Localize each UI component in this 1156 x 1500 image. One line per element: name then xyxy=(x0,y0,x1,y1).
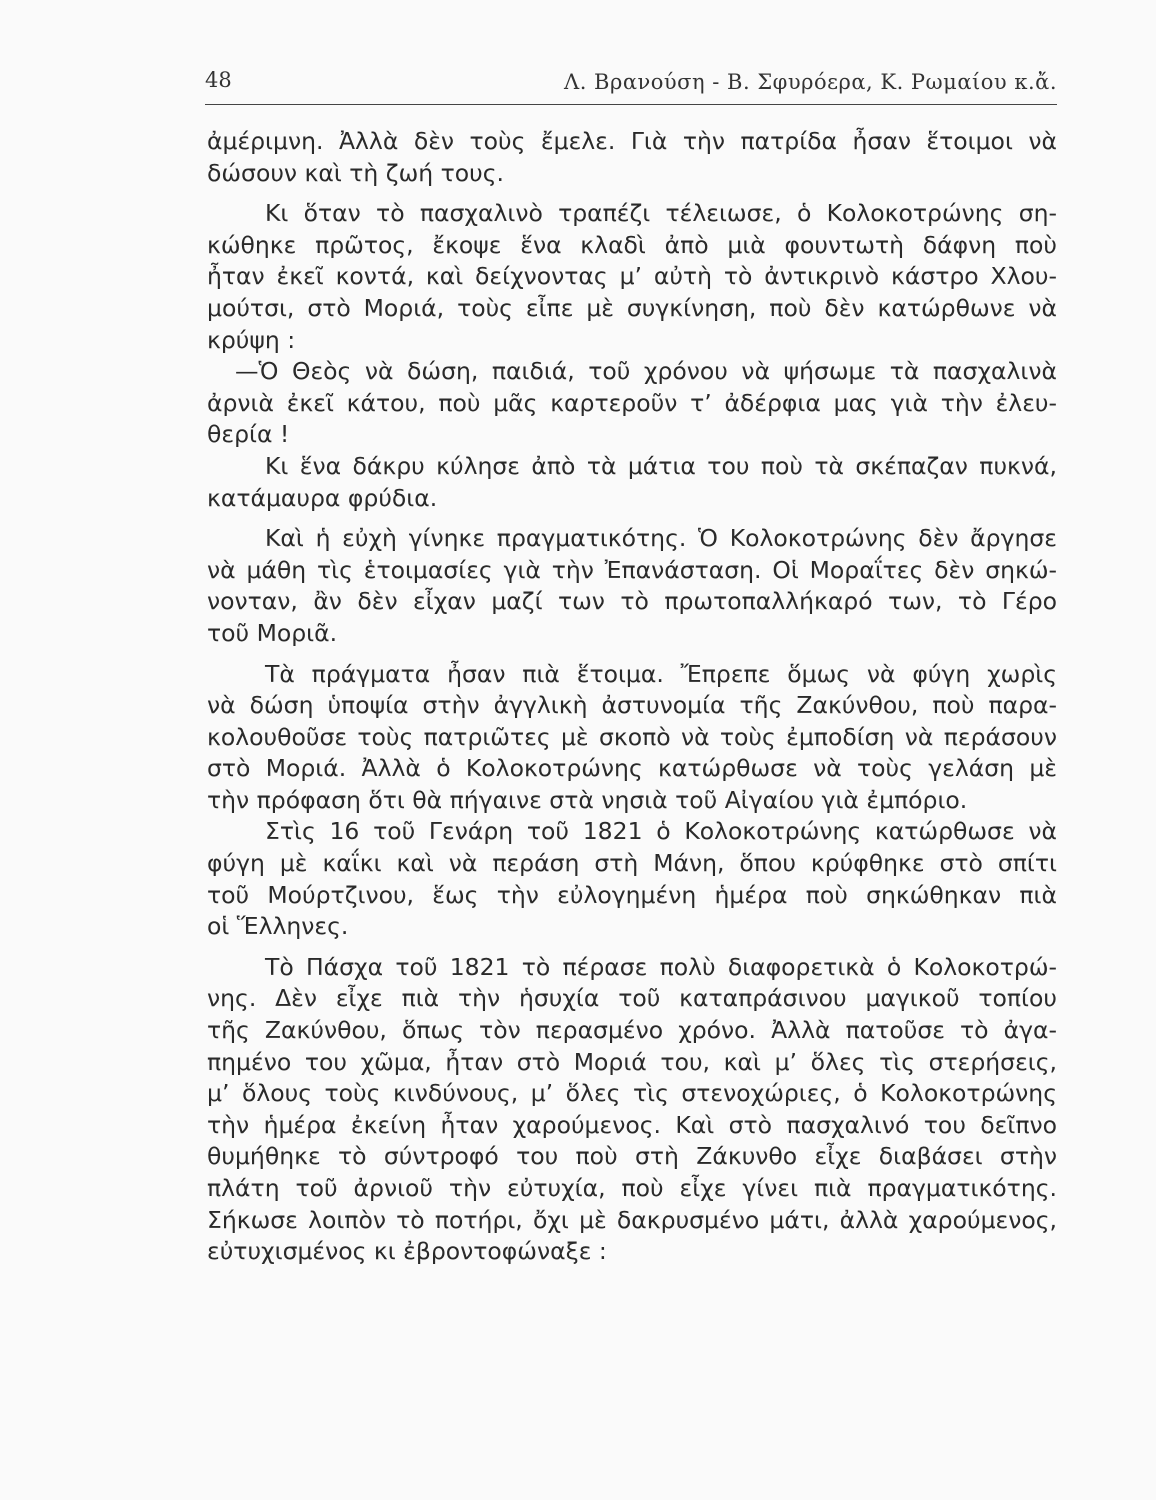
text-line: θυμήθηκε τὸ σύντροφό του ποὺ στὴ Ζάκυνθο εἶχε διαβάσει στὴν xyxy=(207,1142,1057,1171)
text-line: πημένο του χῶμα, ἦταν στὸ Μοριά του, καὶ μ’ ὅλες τὶς στερήσεις, xyxy=(207,1047,1057,1076)
text-line: εὐτυχισμένος κι ἐβροντοφώναξε : xyxy=(207,1237,607,1266)
text-line: πλάτη τοῦ ἀρνιοῦ τὴν εὐτυχία, ποὺ εἶχε γίνει πιὰ πραγματικότης. xyxy=(207,1174,1057,1202)
text-line: Καὶ ἡ εὐχὴ γίνηκε πραγματικότης. Ὁ Κολοκοτρώνης δὲν ἄργησε xyxy=(265,524,1057,553)
text-line: μούτσι, στὸ Μοριά, τοὺς εἶπε μὲ συγκίνηση, ποὺ δὲν κατώρθωνε νὰ xyxy=(207,293,1057,322)
text-line: μ’ ὅλους τοὺς κινδύνους, μ’ ὅλες τὶς στενοχώριες, ὁ Κολοκοτρώνης xyxy=(207,1079,1057,1108)
text-line: Στὶς 16 τοῦ Γενάρη τοῦ 1821 ὁ Κολοκοτρώνης κατώρθωσε νὰ xyxy=(265,817,1057,846)
text-line: κολουθοῦσε τοὺς πατριῶτες μὲ σκοπὸ νὰ τοὺς ἐμποδίση νὰ περάσουν xyxy=(207,722,1057,751)
text-line: κατάμαυρα φρύδια. xyxy=(207,483,438,512)
text-line: τοῦ Μούρτζινου, ἕως τὴν εὐλογημένη ἡμέρα ποὺ σηκώθηκαν πιὰ xyxy=(207,880,1057,909)
text-line: ἀρνιὰ ἐκεῖ κάτου, ποὺ μᾶς καρτεροῦν τ’ ἀδέρφια μας γιὰ τὴν ἐλευ- xyxy=(207,388,1057,417)
paragraph xyxy=(207,952,1057,1268)
text-line: Τὸ Πάσχα τοῦ 1821 τὸ πέρασε πολὺ διαφορετικὰ ὁ Κολοκοτρώ- xyxy=(265,952,1057,981)
paragraph xyxy=(207,816,1057,942)
text-line: ἦταν ἐκεῖ κοντά, καὶ δείχνοντας μ’ αὐτὴ τὸ ἀντικρινὸ κάστρο Χλου- xyxy=(207,262,1057,291)
page-header xyxy=(205,66,1057,105)
page-number: 48 xyxy=(205,68,232,92)
paragraph xyxy=(207,356,1057,451)
body-text xyxy=(207,126,1057,1268)
text-line: νὰ δώση ὑποψία στὴν ἀγγλικὴ ἀστυνομία τῆς Ζακύνθου, ποὺ παρα- xyxy=(207,691,1057,720)
paragraph xyxy=(207,659,1057,817)
text-line: —Ὁ Θεὸς νὰ δώση, παιδιά, τοῦ χρόνου νὰ ψήσωμε τὰ πασχαλινὰ xyxy=(235,357,1057,386)
text-line: τὴν πρόφαση ὅτι θὰ πήγαινε στὰ νησιὰ τοῦ Αἰγαίου γιὰ ἐμπόριο. xyxy=(207,785,968,814)
paragraph xyxy=(207,451,1057,514)
text-line: Τὰ πράγματα ἦσαν πιὰ ἕτοιμα. Ἔπρεπε ὅμως νὰ φύγη χωρὶς xyxy=(265,659,1057,688)
paragraph xyxy=(207,523,1057,649)
text-line: κώθηκε πρῶτος, ἔκοψε ἕνα κλαδὶ ἀπὸ μιὰ φουντωτὴ δάφνη ποὺ xyxy=(207,230,1057,259)
text-line: δώσουν καὶ τὴ ζωή τους. xyxy=(207,158,505,187)
text-line: τὴν ἡμέρα ἐκείνη ἦταν χαρούμενος. Καὶ στὸ πασχαλινό του δεῖπνο xyxy=(207,1110,1057,1139)
text-line: στὸ Μοριά. Ἀλλὰ ὁ Κολοκοτρώνης κατώρθωσε νὰ τοὺς γελάση μὲ xyxy=(207,754,1057,783)
text-line: κρύψη : xyxy=(207,325,296,354)
text-line: νης. Δὲν εἶχε πιὰ τὴν ἡσυχία τοῦ καταπράσινου μαγικοῦ τοπίου xyxy=(207,984,1057,1013)
text-line: Σήκωσε λοιπὸν τὸ ποτήρι, ὄχι μὲ δακρυσμένο μάτι, ἀλλὰ χαρούμενος, xyxy=(207,1205,1057,1234)
text-line: οἱ Ἕλληνες. xyxy=(207,912,349,941)
text-line: τοῦ Μοριᾶ. xyxy=(207,618,338,647)
text-line: Κι ὅταν τὸ πασχαλινὸ τραπέζι τέλειωσε, ὁ Κολοκοτρώνης ση- xyxy=(265,199,1057,228)
text-line: ἀμέριμνη. Ἀλλὰ δὲν τοὺς ἔμελε. Γιὰ τὴν πατρίδα ἦσαν ἕτοιμοι νὰ xyxy=(207,127,1057,155)
text-line: νὰ μάθη τὶς ἑτοιμασίες γιὰ τὴν Ἐπανάσταση. Οἱ Μοραΐτες δὲν σηκώ- xyxy=(207,555,1057,584)
text-line: τῆς Ζακύνθου, ὅπως τὸν περασμένο χρόνο. Ἀλλὰ πατοῦσε τὸ ἀγα- xyxy=(207,1016,1057,1045)
text-line: νονταν, ἂν δὲν εἶχαν μαζί των τὸ πρωτοπαλλήκαρό των, τὸ Γέρο xyxy=(207,587,1057,616)
running-head: Λ. Βρανούση - Β. Σφυρόερα, Κ. Ρωμαίου κ.ἄ. xyxy=(564,70,1057,94)
paragraph xyxy=(207,126,1057,189)
text-line: θερία ! xyxy=(207,420,290,449)
paragraph xyxy=(207,198,1057,356)
text-line: Κι ἕνα δάκρυ κύλησε ἀπὸ τὰ μάτια του ποὺ τὰ σκέπαζαν πυκνά, xyxy=(265,451,1057,480)
text-line: φύγη μὲ καΐκι καὶ νὰ περάση στὴ Μάνη, ὅπου κρύφθηκε στὸ σπίτι xyxy=(207,849,1057,878)
